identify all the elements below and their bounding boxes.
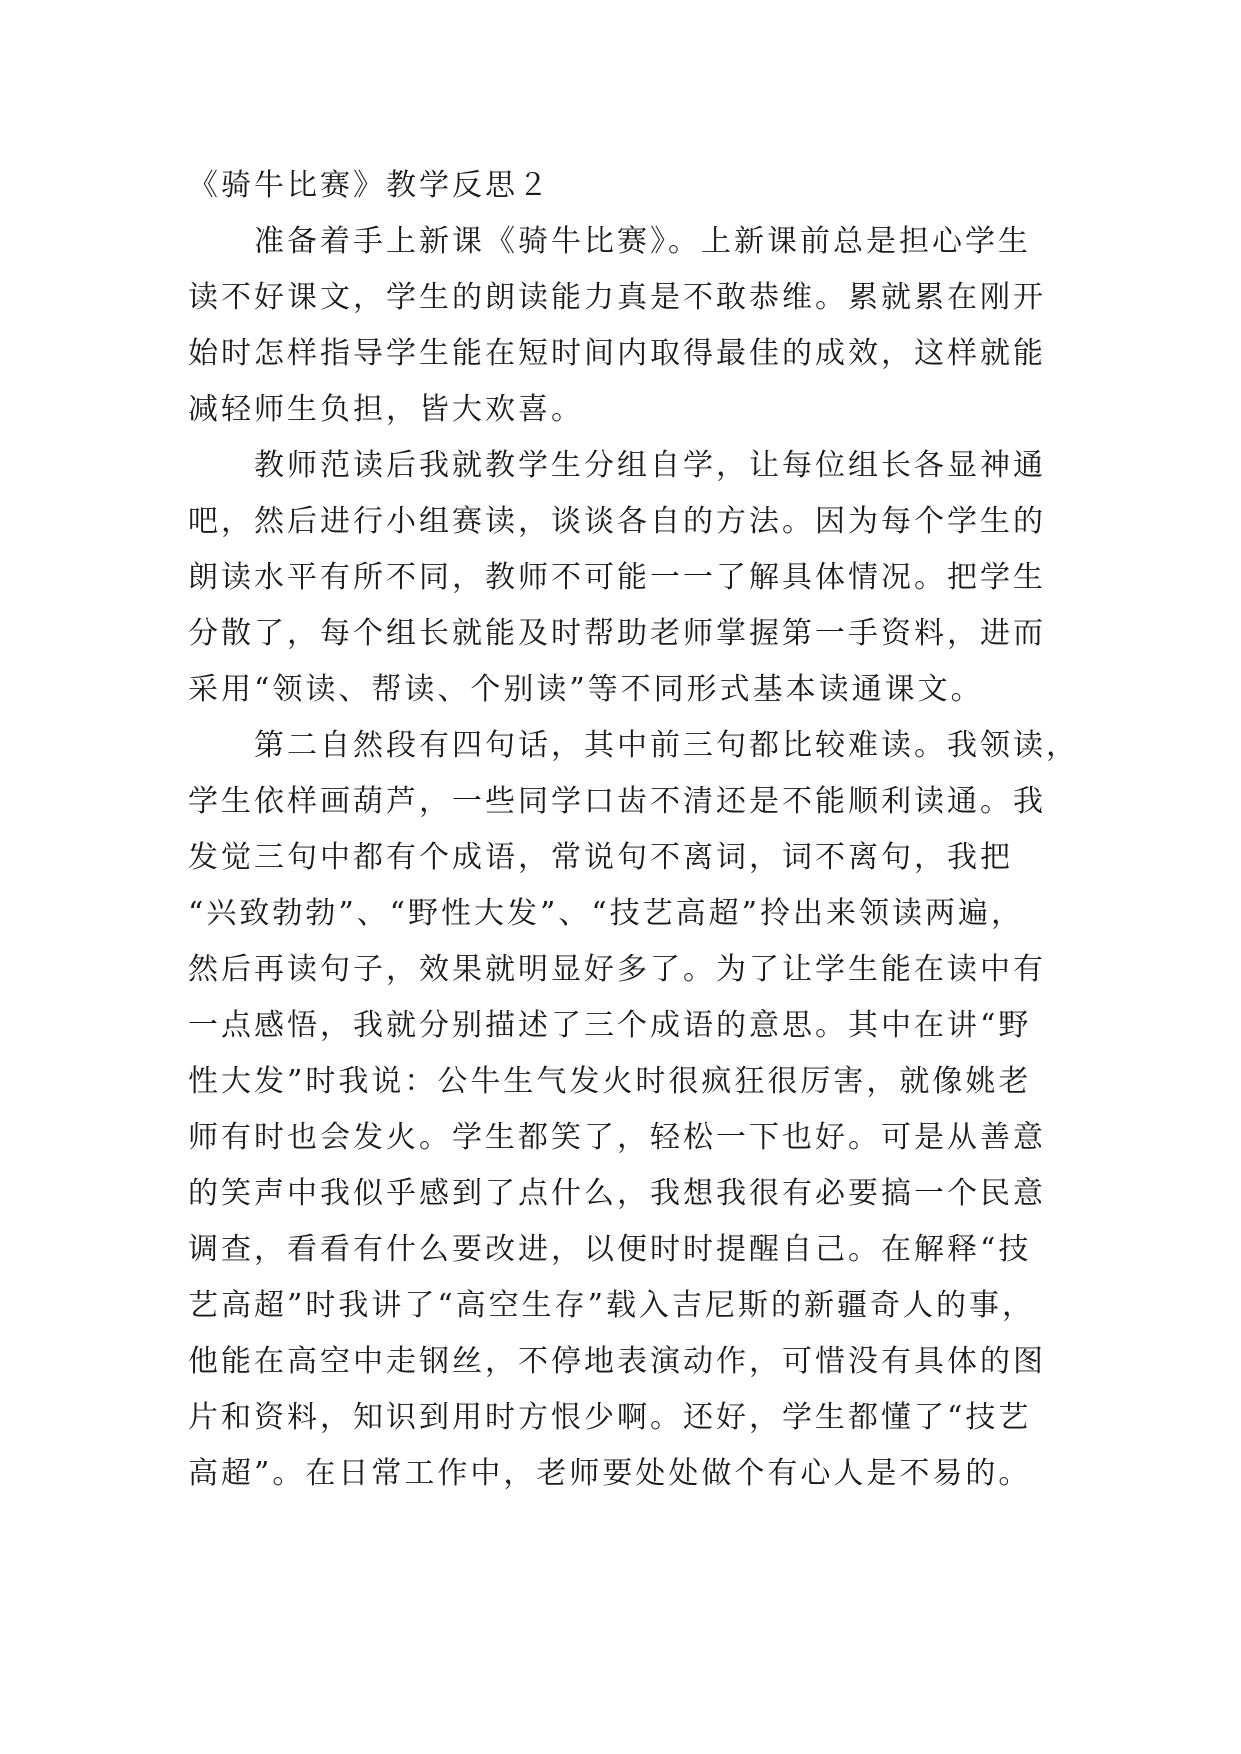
paragraph-2 xyxy=(188,438,1048,718)
paragraph-line: 学生依样画葫芦，一些同学口齿不清还是不能顺利读通。我 xyxy=(188,784,1046,819)
paragraph-3 xyxy=(188,718,1079,1502)
paragraph-line: 减轻师生负担，皆大欢喜。 xyxy=(188,392,584,427)
paragraph-line: 分散了，每个组长就能及时帮助老师掌握第一手资料，进而 xyxy=(188,616,1046,651)
paragraph-line: 的笑声中我似乎感到了点什么，我想我很有必要搞一个民意 xyxy=(188,1176,1046,1211)
paragraph-line: 教师范读后我就教学生分组自学，让每位组长各显神通 xyxy=(254,448,1046,483)
paragraph-line: 师有时也会发火。学生都笑了，轻松一下也好。可是从善意 xyxy=(188,1120,1046,1155)
document-body xyxy=(188,158,1079,1502)
document-title: 《骑牛比赛》教学反思２ xyxy=(188,168,551,203)
paragraph-line: 发觉三句中都有个成语，常说句不离词，词不离句，我把 xyxy=(188,840,1013,875)
paragraph-line: 一点感悟，我就分别描述了三个成语的意思。其中在讲“野 xyxy=(188,1008,1032,1043)
paragraph-line: 采用“领读、帮读、个别读”等不同形式基本读通课文。 xyxy=(188,672,984,707)
paragraph-line: 艺高超”时我讲了“高空生存”载入吉尼斯的新疆奇人的事， xyxy=(188,1288,1036,1323)
paragraph-line: 高超”。在日常工作中，老师要处处做个有心人是不易的。 xyxy=(188,1456,1032,1491)
paragraph-line: 片和资料，知识到用时方恨少啊。还好，学生都懂了“技艺 xyxy=(188,1400,1032,1435)
paragraph-line: 第二自然段有四句话，其中前三句都比较难读。我领读， xyxy=(254,728,1079,763)
paragraph-line: “兴致勃勃”、“野性大发”、“技艺高超”拎出来领读两遍， xyxy=(188,896,1025,931)
paragraph-line: 他能在高空中走钢丝，不停地表演动作，可惜没有具体的图 xyxy=(188,1344,1046,1379)
paragraph-1 xyxy=(188,214,1048,438)
paragraph-line: 调查，看看有什么要改进，以便时时提醒自己。在解释“技 xyxy=(188,1232,1032,1267)
paragraph-line: 朗读水平有所不同，教师不可能一一了解具体情况。把学生 xyxy=(188,560,1046,595)
paragraph-line: 读不好课文，学生的朗读能力真是不敢恭维。累就累在刚开 xyxy=(188,280,1046,315)
paragraph-line: 然后再读句子，效果就明显好多了。为了让学生能在读中有 xyxy=(188,952,1046,987)
paragraph-line: 性大发”时我说：公牛生气发火时很疯狂很厉害，就像姚老 xyxy=(188,1064,1032,1099)
paragraph-line: 准备着手上新课《骑牛比赛》。上新课前总是担心学生 xyxy=(254,224,1031,259)
paragraph-line: 吧，然后进行小组赛读，谈谈各自的方法。因为每个学生的 xyxy=(188,504,1046,539)
paragraph-line: 始时怎样指导学生能在短时间内取得最佳的成效，这样就能 xyxy=(188,336,1046,371)
